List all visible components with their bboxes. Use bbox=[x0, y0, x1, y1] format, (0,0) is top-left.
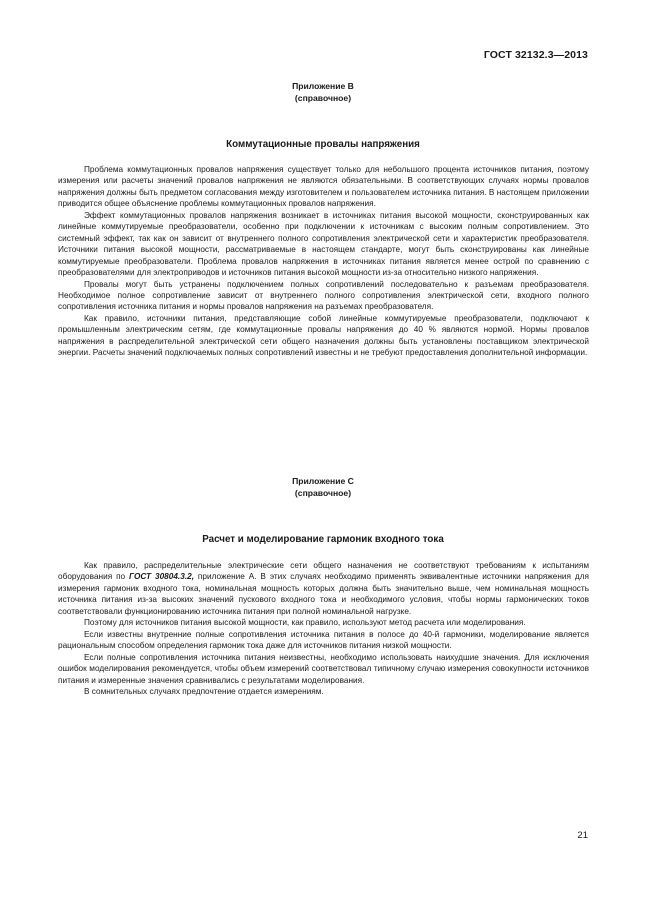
appendix-c-label bbox=[0, 475, 646, 499]
paragraph: Как правило, источники питания, представляющие собой линейные коммутируемые преобразователи, подключают к промышленным электрическим сетям, где коммутационные провалы напряжения до 40 % являются нормой. Нормы провалов напряжения в распределительной электрической сети общего назначения должны быть установлены поставщиком электрической энергии. Расчеты значений подключаемых полных сопротивлений известны и не требуют предоставления дополнительной информации. bbox=[58, 313, 589, 358]
paragraph: Если известны внутренние полные сопротивления источника питания в полосе до 40-й гармоники, моделирование является рациональным способом определения гармоник тока даже для источников питания низкой мощности. bbox=[58, 629, 589, 651]
paragraph: Провалы могут быть устранены подключением полных сопротивлений последовательно к разъемам преобразователя. Необходимое полное сопротивление зависит от внутреннего полного сопротивления электрической сети, входного полного сопротивления источника питания и нормы провалов напряжения на разъемах преобразователя. bbox=[58, 279, 589, 312]
appendix-b-title: Приложение В bbox=[292, 81, 354, 91]
appendix-b-note: (справочное) bbox=[294, 93, 352, 103]
document-id: ГОСТ 32132.3—2013 bbox=[483, 49, 588, 61]
appendix-b-body bbox=[58, 164, 589, 359]
paragraph-text: Как правило, распределительные электрические сети общего назначения не соответствуют требованиям к испытаниям оборудования по bbox=[58, 561, 589, 582]
paragraph: Проблема коммутационных провалов напряжения существует только для небольшого процента источников питания, поэтому измерения или расчеты значений провалов напряжения не являются обязательными. В соответствующих случаях нормы провалов напряжения должны быть предметом согласования между изготовителем и пользователем источника питания. В настоящем приложении приводится общее объяснение проблемы коммутационных провалов напряжения. bbox=[58, 165, 589, 209]
appendix-b-label bbox=[0, 80, 646, 104]
paragraph: Если полные сопротивления источника питания неизвестны, необходимо использовать наихудшие значения. Для исключения ошибок моделирования рекомендуется, чтобы объем измерений соответствовал типичному случаю измерения совокупности источников питания и измеренные значения сравнивались с результатами моделирования. bbox=[58, 652, 589, 685]
paragraph: Эффект коммутационных провалов напряжения возникает в источниках питания высокой мощности, сконструированных как линейные коммутируемые преобразователи, особенно при подключении к источникам с высоким полным сопротивлением. Это системный эффект, так как он зависит от внутреннего полного сопротивления электрической сети и характеристик преобразователя. Источники питания высокой мощности, рассматриваемые в настоящем стандарте, могут быть сконструированы как линейные коммутируемые преобразователи. Проблема провалов напряжения в источниках питания является менее острой по сравнению с преобразователями для электроприводов и источников питания высокой мощности из-за относительно низкого напряжения. bbox=[58, 210, 589, 278]
page-number: 21 bbox=[577, 830, 588, 841]
appendix-c-note: (справочное) bbox=[294, 488, 352, 498]
paragraph: В сомнительных случаях предпочтение отдается измерениям. bbox=[84, 686, 324, 696]
appendix-c-title: Приложение С bbox=[292, 476, 354, 486]
appendix-b-heading: Коммутационные провалы напряжения bbox=[226, 139, 420, 150]
standard-reference: ГОСТ 30804.3.2, bbox=[129, 572, 194, 582]
paragraph-text: приложение А. В этих случаях необходимо применять эквивалентные источники напряжения для измерения гармоник входного тока, номинальная мощность которых должна быть значительно выше, чем номинальная мощность источника питания из-за высоких значений пускового входного тока и необходимого условия, чтобы нормы гармонических токов соответствовали функционированию источника питания при полной номинальной нагрузке. bbox=[58, 572, 590, 616]
appendix-c-heading: Расчет и моделирование гармоник входного тока bbox=[202, 534, 444, 545]
paragraph bbox=[58, 560, 589, 617]
paragraph: Поэтому для источников питания высокой мощности, как правило, используют метод расчета или моделирования. bbox=[84, 618, 526, 628]
appendix-c-body bbox=[58, 560, 589, 697]
